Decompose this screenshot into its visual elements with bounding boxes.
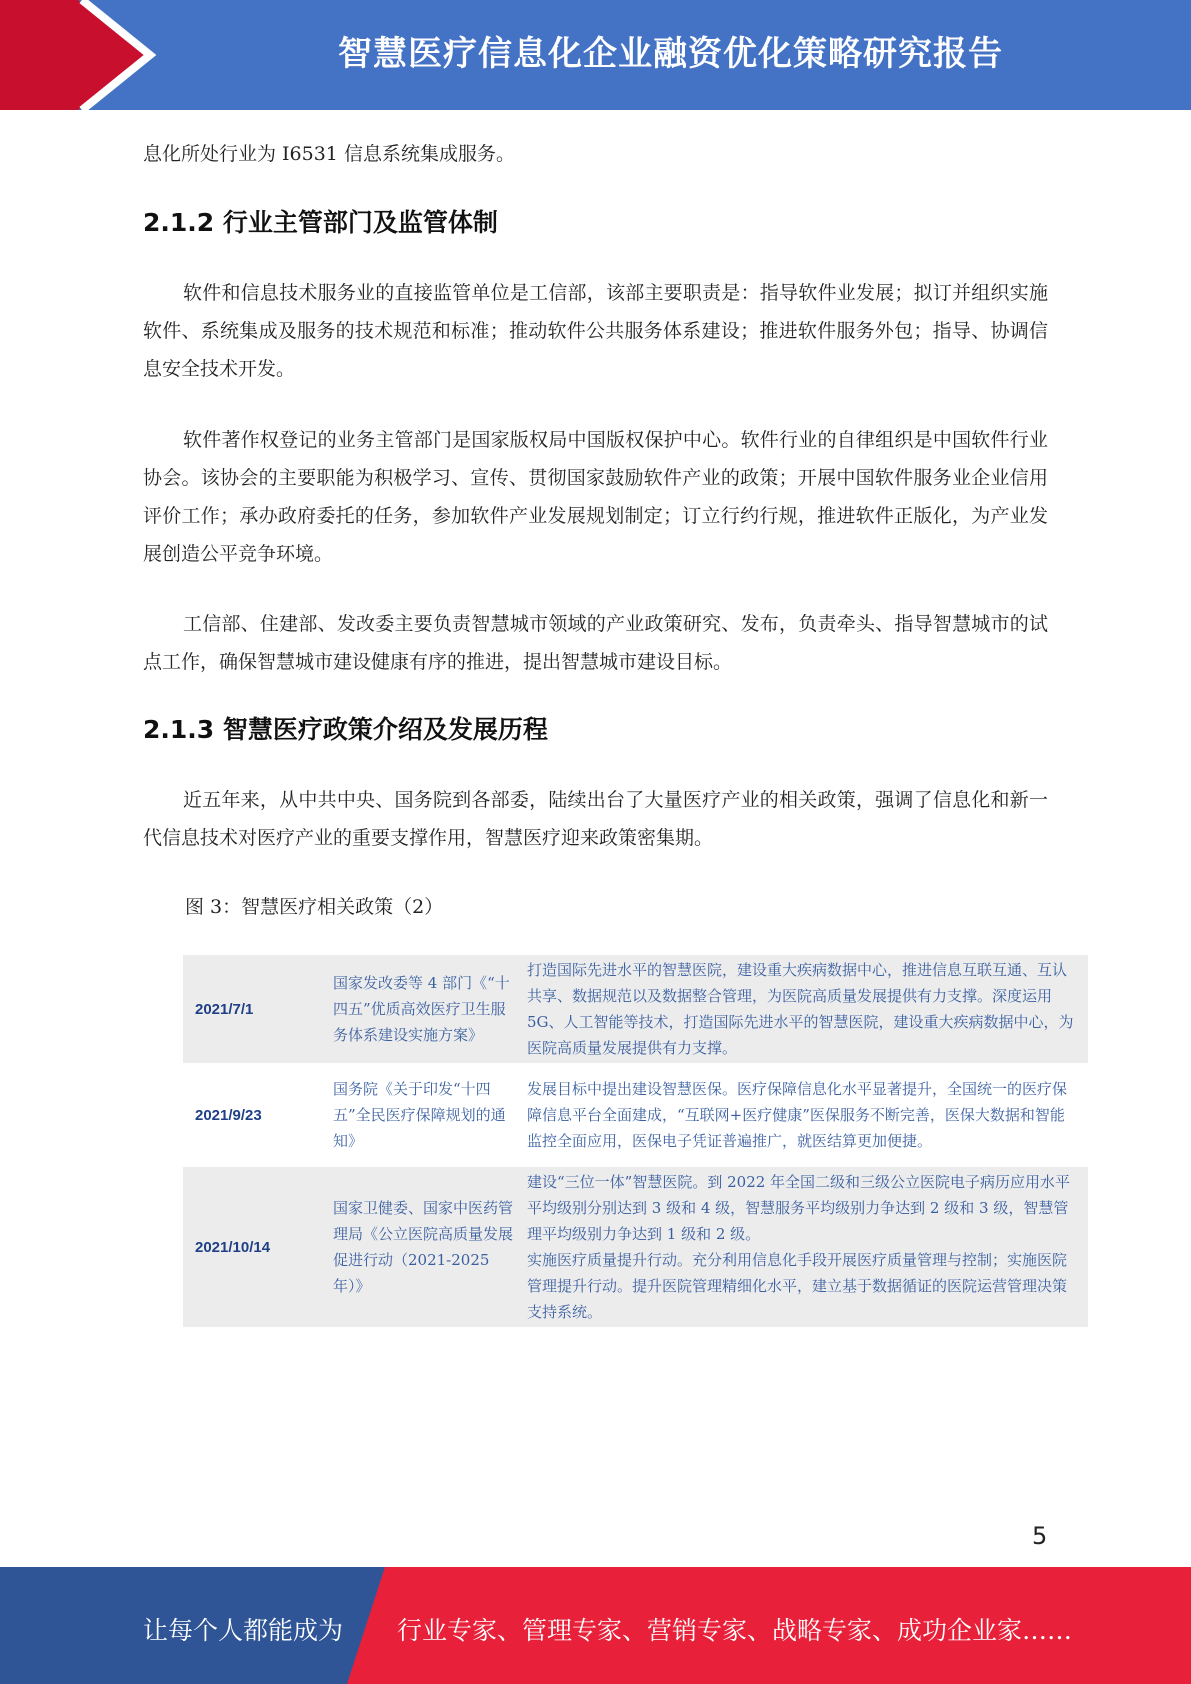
policy-name: 国家卫健委、国家中医药管理局《公立医院高质量发展促进行动（2021-2025 年）》 — [317, 1167, 521, 1327]
policy-date: 2021/7/1 — [183, 955, 317, 1063]
paragraph-policy-intro: 近五年来，从中共中央、国务院到各部委，陆续出台了大量医疗产业的相关政策，强调了信息化和新一代信息技术对医疗产业的重要支撑作用，智慧医疗迎来政策密集期。 — [143, 789, 1048, 849]
footer-slogan-right: 行业专家、管理专家、营销专家、战略专家、成功企业家…… — [397, 1616, 1073, 1645]
policy-table — [183, 955, 1088, 1327]
policy-name: 国务院《关于印发“十四五”全民医疗保障规划的通知》 — [317, 1063, 521, 1167]
paragraph-smart-city: 工信部、住建部、发改委主要负责智慧城市领域的产业政策研究、发布，负责牵头、指导智慧城市的试点工作，确保智慧城市建设健康有序的推进，提出智慧城市建设目标。 — [143, 613, 1048, 673]
section-heading-2-1-3: 2.1.3 智慧医疗政策介绍及发展历程 — [143, 715, 548, 744]
policy-date: 2021/10/14 — [183, 1167, 317, 1327]
table-row — [183, 1063, 1088, 1167]
policy-description: 发展目标中提出建设智慧医保。医疗保障信息化水平显著提升，全国统一的医疗保障信息平台全面建成，“互联网+医疗健康”医保服务不断完善，医保大数据和智能监控全面应用，医保电子凭证普遍推广，就医结算更加便捷。 — [521, 1063, 1088, 1167]
figure-caption: 图 3：智慧医疗相关政策（2） — [185, 896, 444, 918]
section-heading-2-1-2: 2.1.2 行业主管部门及监管体制 — [143, 208, 498, 237]
paragraph-continuation: 息化所处行业为 I6531 信息系统集成服务。 — [143, 143, 515, 165]
policy-date: 2021/9/23 — [183, 1063, 317, 1167]
policy-description-cell — [521, 1167, 1088, 1327]
paragraph-regulator: 软件和信息技术服务业的直接监管单位是工信部，该部主要职责是：指导软件业发展；拟订并组织实施软件、系统集成及服务的技术规范和标准；推动软件公共服务体系建设；推进软件服务外包；指导、协调信息安全技术开发。 — [143, 282, 1048, 380]
paragraph-copyright: 软件著作权登记的业务主管部门是国家版权局中国版权保护中心。软件行业的自律组织是中国软件行业协会。该协会的主要职能为积极学习、宣传、贯彻国家鼓励软件产业的政策；开展中国软件服务业企业信用评价工作；承办政府委托的任务，参加软件产业发展规划制定；订立行约行规，推进软件正版化，为产业发展创造公平竞争环境。 — [143, 429, 1048, 565]
footer-slogan-left: 让每个人都能成为 — [143, 1616, 344, 1645]
page-footer — [0, 1567, 1191, 1684]
policy-description-extra: 实施医疗质量提升行动。充分利用信息化手段开展医疗质量管理与控制；实施医院管理提升行动。提升医院管理精细化水平，建立基于数据循证的医院运营管理决策支持系统。 — [527, 1251, 1068, 1321]
policy-description: 建设“三位一体”智慧医院。到 2022 年全国二级和三级公立医院电子病历应用水平平均级别分别达到 3 级和 4 级，智慧服务平均级别力争达到 2 级和 3 级，智慧管理平均级别力争达到 1 级和 2 级。 — [527, 1173, 1071, 1243]
table-row — [183, 1167, 1088, 1327]
report-title: 智慧医疗信息化企业融资优化策略研究报告 — [338, 34, 1003, 74]
page-number: 5 — [1032, 1522, 1048, 1550]
table-row — [183, 955, 1088, 1063]
policy-description: 打造国际先进水平的智慧医院，建设重大疾病数据中心，推进信息互联互通、互认共享、数据规范以及数据整合管理，为医院高质量发展提供有力支撑。深度运用 5G、人工智能等技术，打造国际先进水平的智慧医院，建设重大疾病数据中心，为医院高质量发展提供有力支撑。 — [521, 955, 1088, 1063]
page-header — [0, 0, 1191, 110]
policy-name: 国家发改委等 4 部门《“十四五”优质高效医疗卫生服务体系建设实施方案》 — [317, 955, 521, 1063]
